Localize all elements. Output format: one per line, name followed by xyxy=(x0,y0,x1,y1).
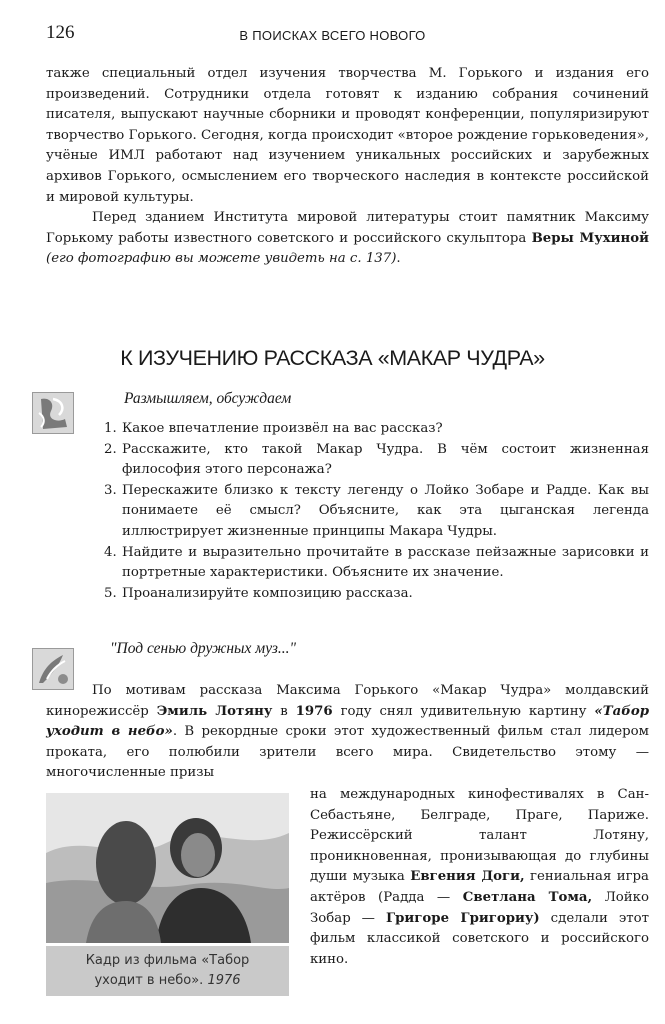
film-year: 1976 xyxy=(295,703,333,719)
intro-p2-end: . xyxy=(396,251,401,267)
caption-year: 1976 xyxy=(207,973,241,988)
list-item xyxy=(46,419,649,440)
composer-name: Евгения Доги, xyxy=(410,869,525,885)
film-still-photo xyxy=(46,793,289,943)
director-name: Эмиль Лотяну xyxy=(156,703,273,719)
question-text: Перескажите близко к тексту легенду о Лойко Зобаре и Радде. Как вы понимаете её смысл? Объясните, как эта цыганская легенда иллюстрирует жизненные принципы Макара Чудры. xyxy=(122,482,649,539)
film-text: По мотивам рассказа Максима Горького «Макар Чудра» молдавский кинорежиссёр xyxy=(46,683,649,719)
question-number: 2. xyxy=(104,441,117,457)
intro-text xyxy=(46,64,649,270)
actor-name: Григоре Григориу) xyxy=(385,910,540,926)
list-item xyxy=(46,543,649,584)
page-number: 126 xyxy=(46,22,75,43)
question-number: 5. xyxy=(104,585,117,601)
question-text: Найдите и выразительно прочитайте в рассказе пейзажные зарисовки и портретные характеристики. Объясните их значение. xyxy=(122,544,649,581)
intro-paragraph-2 xyxy=(46,208,649,270)
list-item xyxy=(46,481,649,543)
film-text: на международных кинофестивалях в Сан-Себастьяне, Белграде, Праге, Париже. Режиссёрский талант Лотяну, проникновенная, пронизывающая до глубины души музыка xyxy=(310,787,649,885)
film-paragraph xyxy=(46,681,649,784)
question-text: Расскажите, кто такой Макар Чудра. В чём состоит жизненная философия этого персонажа? xyxy=(122,441,649,478)
film-text: Лойко Зобар — xyxy=(310,889,649,926)
film-text: . В рекордные сроки этот художественный фильм стал лидером проката, его полюбили зрители всего мира. Свидетельство этому — многочисленные призы xyxy=(46,724,649,781)
caption-line xyxy=(46,971,289,991)
film-title: «Табор уходит в небо» xyxy=(46,703,649,740)
running-title: В ПОИСКАХ ВСЕГО НОВОГО xyxy=(239,28,426,43)
list-item xyxy=(46,584,649,605)
film-text: гениальная игра актёров (Радда — xyxy=(310,869,649,905)
caption-text: уходит в небо». xyxy=(94,973,204,988)
question-text: Какое впечатление произвёл на вас рассказ? xyxy=(122,421,443,436)
sculptor-name: Веры Мухиной xyxy=(531,230,649,246)
film-paragraph-text xyxy=(46,681,649,784)
discussion-heading: Размышляем, обсуждаем xyxy=(124,390,292,407)
question-text: Проанализируйте композицию рассказа. xyxy=(122,585,413,601)
photo-reference: (его фотографию вы можете увидеть на с. 137) xyxy=(46,251,397,267)
film-text: году снял удивительную картину xyxy=(332,703,595,719)
section-title: К ИЗУЧЕНИЮ РАССКАЗА «МАКАР ЧУДРА» xyxy=(120,346,545,370)
film-side-text xyxy=(310,785,649,970)
question-number: 4. xyxy=(104,544,117,560)
actress-name: Светлана Тома, xyxy=(462,889,593,905)
caption-line: Кадр из фильма «Табор xyxy=(85,953,250,968)
question-number: 1. xyxy=(104,421,117,436)
film-text: в xyxy=(272,703,296,719)
muses-heading: "Под сенью дружных муз..." xyxy=(110,640,297,657)
film-side-paragraph xyxy=(310,785,649,970)
intro-p2-text: Перед зданием Института мировой литературы стоит памятник Максиму Горькому работы известного советского и российского скульптора xyxy=(46,210,649,246)
film-text: сделали этот фильм классикой советского и российского кино. xyxy=(310,910,649,967)
photo-caption xyxy=(46,946,289,996)
question-number: 3. xyxy=(104,482,117,498)
list-item xyxy=(46,440,649,481)
intro-paragraph-1: также специальный отдел изучения творчества М. Горького и издания его произведений. Сотрудники отдела готовят к изданию собрания сочинений писателя, выпускают научные сборники и проводят конференции, популяризируют творчество Горького. Сегодня, когда происходит «второе рождение горьковедения», учёные ИМЛ работают над изучением уникальных российских и зарубежных архивов Горького, осмыслением его творческого наследия в контексте российской и мировой культуры. xyxy=(46,66,649,205)
question-list xyxy=(46,419,649,604)
